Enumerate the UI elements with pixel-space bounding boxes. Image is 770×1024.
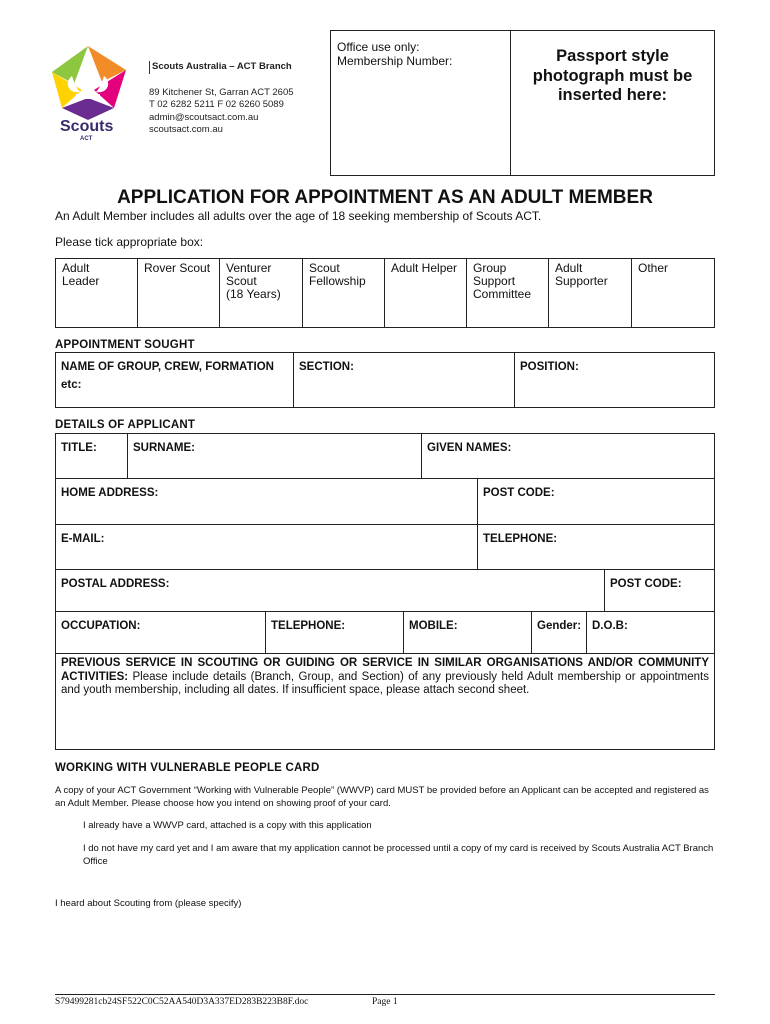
category-adult-helper[interactable] bbox=[384, 258, 467, 328]
appointment-heading: APPOINTMENT SOUGHT bbox=[55, 339, 195, 351]
title-field[interactable] bbox=[55, 433, 128, 479]
branch-email: admin@scoutsact.com.au bbox=[149, 111, 259, 123]
category-other[interactable] bbox=[631, 258, 715, 328]
category-rover-scout[interactable] bbox=[137, 258, 220, 328]
given-names-label: GIVEN NAMES: bbox=[427, 442, 512, 454]
occupation-field[interactable] bbox=[55, 611, 266, 654]
category-label: (18 Years) bbox=[226, 287, 281, 301]
post-code-field[interactable] bbox=[477, 478, 715, 525]
membership-number-label: Membership Number: bbox=[337, 54, 453, 68]
category-label: Fellowship bbox=[309, 274, 366, 288]
gender-label: Gender: bbox=[537, 620, 582, 632]
footer-rule bbox=[55, 994, 715, 995]
category-adult-leader[interactable] bbox=[55, 258, 138, 328]
home-address-field[interactable] bbox=[55, 478, 478, 525]
dob-field[interactable] bbox=[586, 611, 715, 654]
category-venturer-scout[interactable] bbox=[219, 258, 303, 328]
branch-name: Scouts Australia – ACT Branch bbox=[149, 61, 294, 74]
category-group-support-committee[interactable] bbox=[466, 258, 549, 328]
post-code-label: POST CODE: bbox=[483, 487, 555, 499]
category-label: Leader bbox=[62, 274, 100, 288]
footer-doc-id: S79499281cb24SF522C0C52AA540D3A337ED283B223B8F.doc bbox=[55, 997, 309, 1007]
community-activities-heading: COMMUNITY ACTIVITIES: bbox=[61, 657, 709, 683]
wwvp-heading: WORKING WITH VULNERABLE PEOPLE CARD bbox=[55, 762, 320, 774]
postal-post-code-field[interactable] bbox=[604, 569, 715, 612]
office-use-box bbox=[330, 30, 511, 176]
category-label: Adult Helper bbox=[391, 261, 458, 275]
previous-service-instructions: Please include details (Branch, Group, and Section) of any previously held Adult membership or appointments and youth membership, including all dates. If insufficient space, please attach second sheet. bbox=[61, 670, 709, 696]
photo-text-3: inserted here: bbox=[557, 86, 668, 104]
wwvp-option-pending-card[interactable]: I do not have my card yet and I am aware that my application cannot be processed until a copy of my card is received by Scouts Australia ACT Branch Office bbox=[83, 843, 714, 867]
position-label: POSITION: bbox=[520, 361, 579, 373]
category-label: Adult bbox=[62, 261, 90, 275]
surname-field[interactable] bbox=[127, 433, 422, 479]
photo-text-2: photograph must be bbox=[532, 66, 693, 85]
previous-service-field[interactable] bbox=[55, 653, 715, 750]
category-label: Adult bbox=[555, 261, 583, 275]
heard-about-scouting[interactable]: I heard about Scouting from (please specify) bbox=[55, 898, 242, 909]
occupation-label: OCCUPATION: bbox=[61, 620, 141, 632]
intro-text: An Adult Member includes all adults over the age of 18 seeking membership of Scouts ACT. bbox=[55, 209, 542, 223]
surname-label: SURNAME: bbox=[133, 442, 195, 454]
position-field[interactable] bbox=[514, 352, 715, 408]
postal-address-field[interactable] bbox=[55, 569, 605, 612]
branch-web: scoutsact.com.au bbox=[149, 124, 223, 136]
group-name-label-2: etc: bbox=[61, 379, 82, 391]
category-label: Group bbox=[473, 261, 507, 275]
section-label: SECTION: bbox=[299, 361, 354, 373]
fleur-de-lis-icon bbox=[42, 42, 134, 122]
home-address-label: HOME ADDRESS: bbox=[61, 487, 159, 499]
work-telephone-label: TELEPHONE: bbox=[271, 620, 346, 632]
mobile-field[interactable] bbox=[403, 611, 532, 654]
group-name-field[interactable] bbox=[55, 352, 294, 408]
footer-page-number: Page 1 bbox=[372, 997, 398, 1007]
group-name-label: NAME OF GROUP, CREW, FORMATION bbox=[61, 361, 274, 373]
logo-subtext: ACT bbox=[80, 136, 93, 142]
gender-field[interactable] bbox=[531, 611, 587, 654]
category-adult-supporter[interactable] bbox=[548, 258, 632, 328]
section-field[interactable] bbox=[293, 352, 515, 408]
page-title: APPLICATION FOR APPOINTMENT AS AN ADULT MEMBER bbox=[117, 187, 653, 208]
applicant-heading: DETAILS OF APPLICANT bbox=[55, 419, 196, 431]
category-label: Support bbox=[473, 274, 516, 288]
category-label: Venturer bbox=[226, 261, 272, 275]
wwvp-paragraph: A copy of your ACT Government “Working with Vulnerable People” (WWVP) card MUST be provided before an Applicant can be accepted and registered as an Adult Member. Please choose how you intend on showing proof of your card. bbox=[55, 785, 709, 809]
previous-service-heading: PREVIOUS SERVICE IN SCOUTING OR GUIDING OR SERVICE IN SIMILAR ORGANISATIONS AND/OR bbox=[61, 657, 633, 669]
tick-prompt: Please tick appropriate box: bbox=[55, 235, 204, 249]
given-names-field[interactable] bbox=[421, 433, 715, 479]
email-label: E-MAIL: bbox=[61, 533, 105, 545]
mobile-label: MOBILE: bbox=[409, 620, 458, 632]
branch-address: 89 Kitchener St, Garran ACT 2605 bbox=[149, 86, 294, 98]
category-label: Committee bbox=[473, 287, 532, 301]
scouts-logo bbox=[42, 42, 134, 142]
dob-label: D.O.B: bbox=[592, 620, 628, 632]
photo-box bbox=[510, 30, 715, 176]
category-label: Scout bbox=[226, 274, 257, 288]
category-label: Supporter bbox=[555, 274, 608, 288]
telephone-label: TELEPHONE: bbox=[483, 533, 558, 545]
work-telephone-field[interactable] bbox=[265, 611, 404, 654]
branch-phone: T 02 6282 5211 F 02 6260 5089 bbox=[149, 99, 284, 111]
office-use-label: Office use only: bbox=[337, 40, 420, 54]
title-label: TITLE: bbox=[61, 442, 97, 454]
telephone-field[interactable] bbox=[477, 524, 715, 570]
postal-address-label: POSTAL ADDRESS: bbox=[61, 578, 170, 590]
category-label: Rover Scout bbox=[144, 261, 211, 275]
postal-post-code-label: POST CODE: bbox=[610, 578, 682, 590]
category-label: Scout bbox=[309, 261, 340, 275]
category-scout-fellowship[interactable] bbox=[302, 258, 385, 328]
photo-text-1: Passport style bbox=[556, 47, 669, 65]
wwvp-option-have-card[interactable]: I already have a WWVP card, attached is a copy with this application bbox=[83, 820, 372, 831]
branch-info bbox=[149, 61, 294, 137]
email-field[interactable] bbox=[55, 524, 478, 570]
category-label: Other bbox=[638, 261, 669, 275]
category-table bbox=[55, 258, 715, 328]
logo-text: Scouts bbox=[60, 118, 114, 135]
